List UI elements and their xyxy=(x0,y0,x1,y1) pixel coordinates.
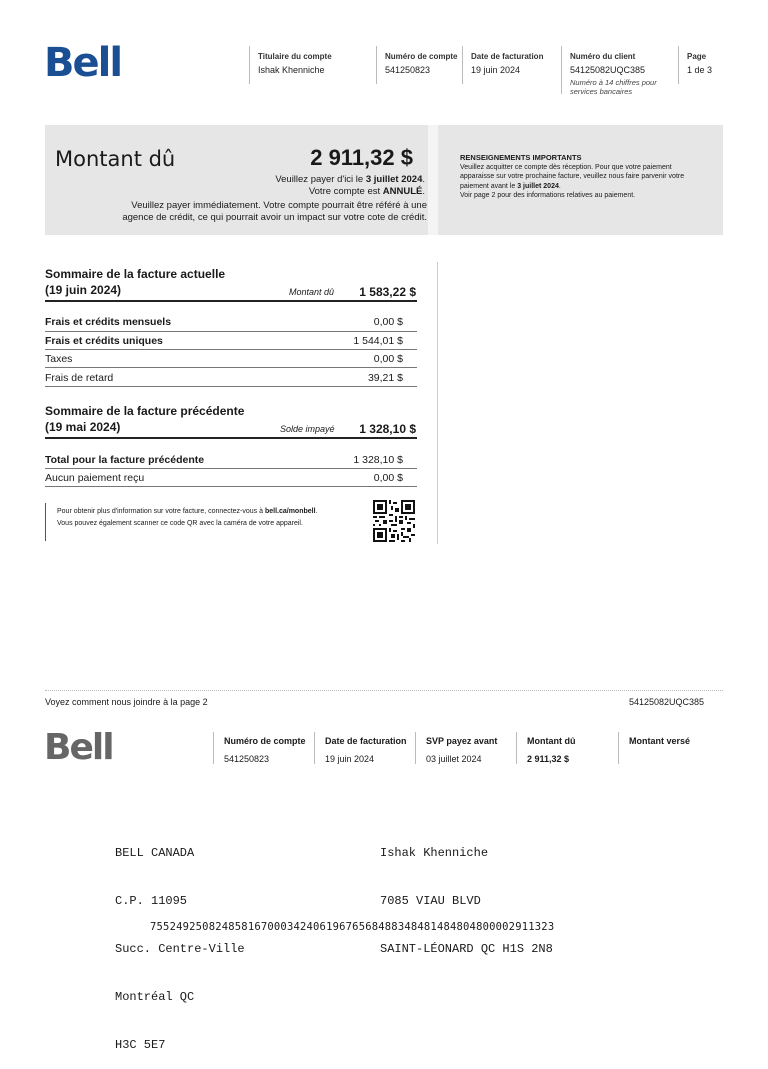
stub-value: 2 911,32 $ xyxy=(527,754,570,764)
stub-value: 541250823 xyxy=(224,754,270,764)
pay-by-suffix: . xyxy=(422,174,425,185)
stub-amount-paid[interactable] xyxy=(618,732,719,764)
important-info-line: Voir page 2 pour des informations relatives au paiement. xyxy=(460,192,636,199)
qr-note-line1 xyxy=(57,506,357,518)
amount-due-title: Montant dû xyxy=(55,147,176,171)
header-note: Numéro à 14 chiffres pour services bancaires xyxy=(570,78,657,96)
address-line: BELL CANADA xyxy=(115,846,195,860)
divider xyxy=(45,486,417,487)
row-label: Frais et crédits uniques xyxy=(45,335,163,347)
previous-bill-total-value: 1 328,10 $ xyxy=(359,422,416,436)
stub-value: 19 juin 2024 xyxy=(325,754,375,764)
header-value: 541250823 xyxy=(385,65,431,75)
current-bill-title xyxy=(45,266,225,298)
header-label: Titulaire du compte xyxy=(258,52,332,61)
pay-by-line xyxy=(275,174,425,185)
bell-logo: Bell xyxy=(44,40,122,86)
row-value: 39,21 $ xyxy=(367,372,403,384)
qr-note-suffix: . xyxy=(315,508,318,515)
header-account-number xyxy=(376,46,460,84)
current-bill-row xyxy=(45,313,417,331)
previous-bill-total-label: Solde impayé xyxy=(280,424,335,434)
important-info-title: RENSEIGNEMENTS IMPORTANTS xyxy=(460,153,582,162)
band-divider xyxy=(428,125,438,235)
row-label: Total pour la facture précédente xyxy=(45,454,205,466)
important-info xyxy=(460,153,715,201)
address-line: SAINT-LÉONARD QC H1S 2N8 xyxy=(380,942,553,956)
monbell-link[interactable]: bell.ca/monbell xyxy=(264,508,316,515)
row-label: Aucun paiement reçu xyxy=(45,472,145,484)
status-suffix: . xyxy=(422,186,425,197)
pay-by-date: 3 juillet 2024 xyxy=(365,174,423,185)
important-info-date: 3 juillet 2024 xyxy=(517,182,559,190)
row-value: 0,00 $ xyxy=(373,472,403,484)
important-info-line: apparaisse sur votre prochaine facture, veuillez nous faire parvenir votre xyxy=(460,173,685,180)
stub-billing-date xyxy=(314,732,415,764)
stub-label: Montant versé xyxy=(629,736,691,746)
stub-label: Montant dû xyxy=(527,736,576,746)
stub-client-number: 54125082UQC385 xyxy=(628,697,704,707)
amount-due-value: 2 911,32 $ xyxy=(310,145,413,170)
divider xyxy=(45,386,417,387)
qr-note-prefix: Pour obtenir plus d'information sur votre facture, connectez-vous à xyxy=(57,508,263,515)
recipient-address xyxy=(380,813,553,973)
stub-pay-before xyxy=(415,732,516,764)
header-value: Ishak Khenniche xyxy=(258,65,325,75)
row-value: 0,00 $ xyxy=(373,316,403,328)
warning-line-1: Veuillez payer immédiatement. Votre compte pourrait être référé à une xyxy=(131,200,427,211)
row-label: Frais de retard xyxy=(45,372,114,384)
row-value: 0,00 $ xyxy=(373,353,403,365)
address-line: Succ. Centre-Ville xyxy=(115,942,245,956)
row-label: Taxes xyxy=(45,353,73,365)
warning-line-2: agence de crédit, ce qui pourrait avoir un impact sur votre cote de crédit. xyxy=(122,212,427,223)
summary-column-divider xyxy=(437,262,438,544)
row-value: 1 328,10 $ xyxy=(353,454,403,466)
header-billing-date xyxy=(462,46,561,84)
header-value: 1 de 3 xyxy=(687,65,713,75)
important-info-prefix: paiement avant le xyxy=(460,182,516,190)
header-label: Date de facturation xyxy=(471,52,544,61)
previous-bill-row xyxy=(45,469,417,487)
address-line: C.P. 11095 xyxy=(115,894,188,908)
contact-note: Voyez comment nous joindre à la page 2 xyxy=(45,697,208,707)
stub-label: SVP payez avant xyxy=(426,736,498,746)
pay-by-prefix: Veuillez payer d'ici le xyxy=(275,174,364,185)
header-account-holder xyxy=(249,46,368,84)
header-client-number xyxy=(561,46,670,94)
current-bill-title-line1: Sommaire de la facture actuelle xyxy=(45,267,226,281)
status-line xyxy=(309,186,425,197)
current-bill-row xyxy=(45,332,417,350)
header-page xyxy=(678,46,727,84)
divider xyxy=(45,367,417,368)
header-label: Numéro de compte xyxy=(385,52,458,61)
qr-note xyxy=(45,503,357,541)
stub-label: Numéro de compte xyxy=(224,736,306,746)
header-label: Page xyxy=(687,52,707,61)
previous-bill-title-line1: Sommaire de la facture précédente xyxy=(45,404,245,418)
current-bill-row xyxy=(45,350,417,368)
qr-note-line2: Vous pouvez également scanner ce code QR avec la caméra de votre appareil. xyxy=(57,520,303,527)
status-value: ANNULÉ xyxy=(382,186,423,197)
important-info-line xyxy=(460,182,715,192)
tear-line xyxy=(45,690,723,691)
current-bill-total-value: 1 583,22 $ xyxy=(359,285,416,299)
stub-label: Date de facturation xyxy=(325,736,407,746)
qr-code-icon[interactable] xyxy=(373,500,415,542)
stub-value: 03 juillet 2024 xyxy=(426,754,482,764)
header-value: 54125082UQC385 xyxy=(570,65,646,75)
divider xyxy=(45,437,417,439)
header-value: 19 juin 2024 xyxy=(471,65,521,75)
previous-bill-row xyxy=(45,451,417,469)
important-info-line: Veuillez acquitter ce compte dès réception. Pour que votre paiement xyxy=(460,163,672,171)
ocr-scan-line: 755249250824858167000342406196765684883484814848048000029113​23 xyxy=(150,921,555,933)
stub-account-number xyxy=(213,732,314,764)
important-info-suffix: . xyxy=(558,182,561,190)
stub-amount-due xyxy=(516,732,617,764)
address-line: Montréal QC xyxy=(115,990,195,1004)
bell-logo-stub: Bell xyxy=(44,727,113,768)
status-prefix: Votre compte est xyxy=(308,186,381,197)
row-label: Frais et crédits mensuels xyxy=(45,316,172,328)
current-bill-row xyxy=(45,369,417,387)
address-line: H3C 5E7 xyxy=(115,1038,166,1052)
current-bill-total-label: Montant dû xyxy=(289,287,335,297)
address-line: Ishak Khenniche xyxy=(380,846,489,860)
previous-bill-title xyxy=(45,403,244,435)
amount-due-band xyxy=(45,125,723,235)
previous-bill-title-line2: (19 mai 2024) xyxy=(45,420,121,434)
sender-address xyxy=(115,813,245,1069)
address-line: 7085 VIAU BLVD xyxy=(380,894,481,908)
divider xyxy=(45,300,417,302)
header-label: Numéro du client xyxy=(570,52,636,61)
current-bill-title-line2: (19 juin 2024) xyxy=(45,283,122,297)
row-value: 1 544,01 $ xyxy=(353,335,403,347)
